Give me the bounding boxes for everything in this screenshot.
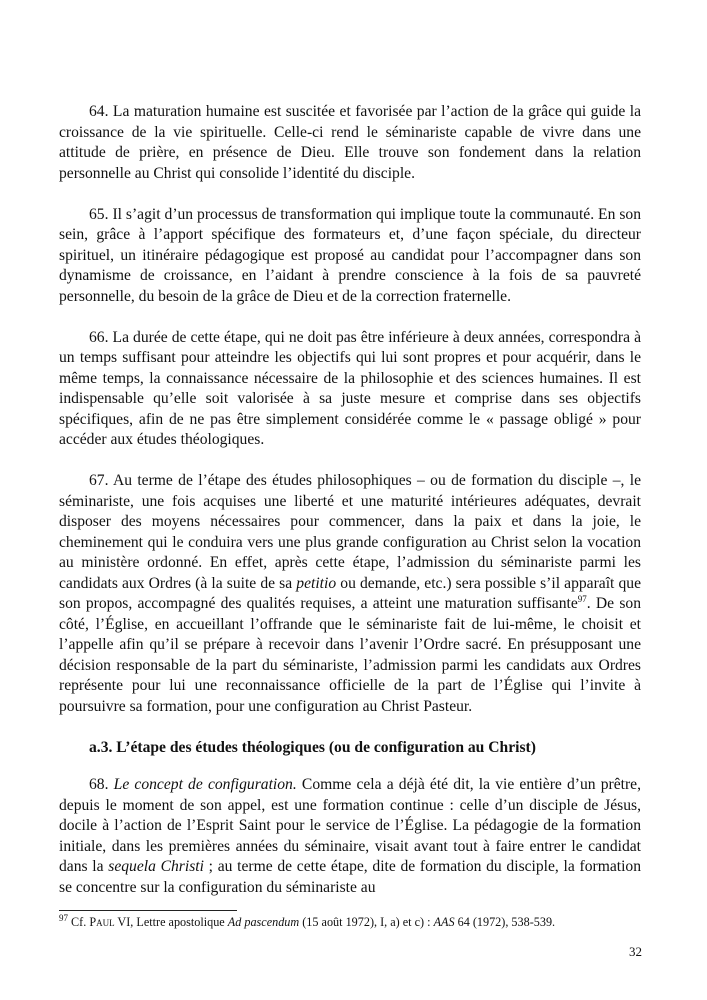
footnote-text-3: 64 (1972), 538-539.	[454, 915, 556, 929]
paragraph-65	[59, 205, 641, 308]
paragraph-67	[59, 471, 641, 717]
footnote-97	[59, 912, 649, 930]
section-heading-a3: a.3. L’étape des études théologiques (ou de configuration au Christ)	[89, 738, 536, 756]
footnote-divider	[59, 910, 237, 911]
paragraph-65-text: 65. Il s’agit d’un processus de transformation qui implique toute la communauté. En son sein, grâce à l’apport spécifique des formateurs et, d’une façon spéciale, du directeur spirituel, un itinéraire pédagogique est proposé au candidat pour l’accompagner dans son dynamisme de croissance, en l’aidant à prendre conscience à la fois de sa pauvreté personnelle, du besoin de la grâce de Dieu et de la correction fraternelle.	[59, 205, 641, 305]
paragraph-68	[59, 775, 641, 898]
footnote-prefix: Cf.	[68, 915, 90, 929]
paragraph-67-italic-petitio: petitio	[296, 574, 337, 592]
paragraph-66	[59, 328, 641, 451]
footnote-author: Paul VI	[89, 915, 131, 929]
paragraph-68-text-1: Comme cela a déjà été dit, la vie entière d’un prêtre, depuis le moment de son appel, est une formation continue : celle d’un disciple de Jésus, docile à l’action de l’Esprit Saint pour le service de l’Église. La pédagogie de la formation initiale, dans les premières années du séminaire, visait avant tout à faire entrer le candidat dans la	[59, 776, 641, 875]
footnote-number: 97	[59, 912, 68, 923]
footnote-reference-97[interactable]: 97	[577, 593, 587, 604]
footnote-journal: AAS	[433, 915, 455, 929]
paragraph-68-italic-sequela: sequela Christi	[108, 858, 204, 875]
paragraph-68-number: 68.	[89, 776, 114, 793]
paragraph-64-text: 64. La maturation humaine est suscitée et favorisée par l’action de la grâce qui guide la croissance de la vie spirituelle. Celle-ci rend le séminariste capable de vivre dans une attitude de prière, en présence de Dieu. Elle trouve son fondement dans la relation personnelle au Christ qui consolide l’identité du disciple.	[59, 103, 641, 182]
paragraph-64	[59, 102, 641, 184]
paragraph-67-text-2: ou demande, etc.) sera possible s’il apparaît que son propos, accompagné des qualités requises, a atteint une maturation suffisante	[59, 574, 641, 612]
paragraph-67-text-1: 67. Au terme de l’étape des études philosophiques – ou de formation du disciple –, le séminariste, une fois acquises une liberté et une maturité intérieures adéquates, devrait disposer des moyens nécessaires pour commencer, dans la paix et dans la joie, le cheminement qui le conduira vers une plus grande configuration au Christ selon la vocation au ministère ordonné. En effet, après cette étape, l’admission du séminariste parmi les candidats aux Ordres (à la suite de sa	[59, 472, 641, 592]
footnote-text-2: (15 août 1972), I, a) et c) :	[299, 915, 434, 929]
body-text	[59, 102, 641, 919]
paragraph-68-text-2: ; au terme de cette étape, dite de formation du disciple, la formation se concentre sur la configuration du séminariste au	[59, 858, 642, 896]
footnote-title: Ad pascendum	[227, 915, 300, 929]
paragraph-66-text: 66. La durée de cette étape, qui ne doit pas être inférieure à deux années, correspondra à un temps suffisant pour atteindre les objectifs qui lui sont propres et pour acquérir, dans le même temps, la connaissance nécessaire de la philosophie et des sciences humaines. Il est indispensable qu’elle soit valorisée à sa juste mesure et comprise dans ses objectifs spécifiques, afin de ne pas être simplement considérée comme le « passage obligé » pour accéder aux études théologiques.	[59, 328, 641, 448]
paragraph-68-italic-title: Le concept de configuration.	[113, 776, 297, 793]
page-number: 32	[629, 944, 642, 959]
paragraph-67-text-3: . De son côté, l’Église, en accueillant l’offrande que le séminariste fait de lui-même, le choisit et l’appelle afin qu’il se prépare à recevoir dans l’avenir l’Ordre sacré. En présupposant une décision responsable de la part du séminariste, l’admission parmi les candidats aux Ordres représente pour lui une reconnaissance officielle de la part de l’Église qui l’invite à poursuivre sa formation, pour une configuration au Christ Pasteur.	[59, 595, 641, 715]
footnote-text-1: , Lettre apostolique	[130, 915, 228, 929]
